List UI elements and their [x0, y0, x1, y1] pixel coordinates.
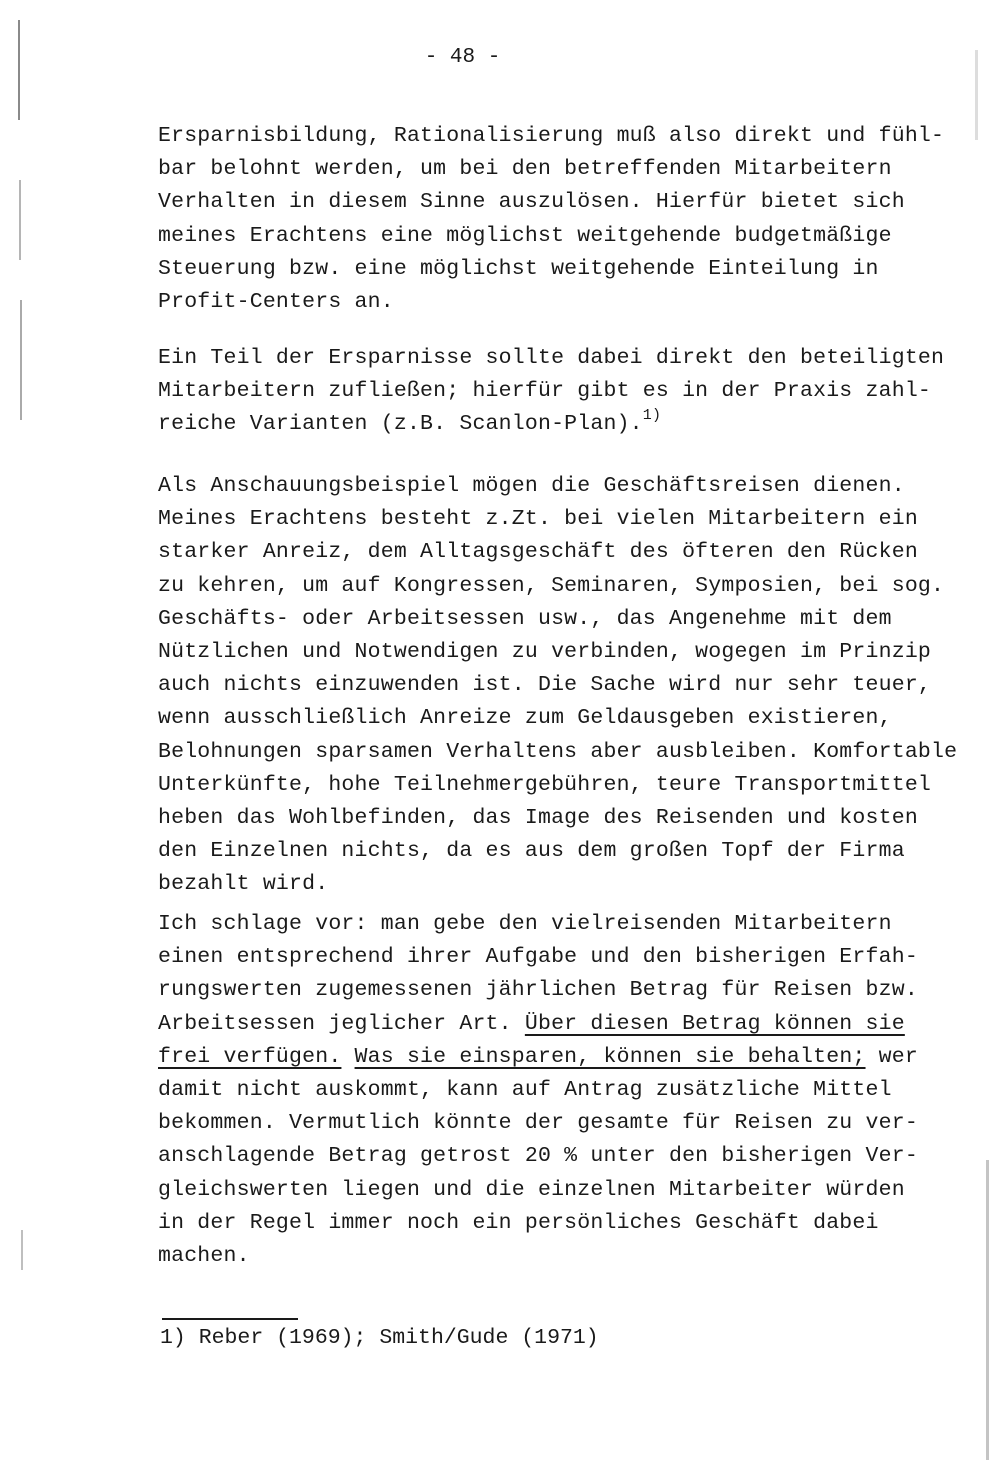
paragraph-4 — [158, 908, 918, 1273]
paragraph-2 — [158, 342, 945, 442]
text-line: Meines Erachtens besteht z.Zt. bei vielen Mitarbeitern ein — [158, 507, 918, 532]
text-line: einen entsprechend ihrer Aufgabe und den bisherigen Erfah- — [158, 945, 918, 970]
text-line-with-underline — [158, 1041, 918, 1074]
text-line: gleichswerten liegen und die einzelnen Mitarbeiter würden — [158, 1177, 905, 1202]
text-line: Unterkünfte, hohe Teilnehmergebühren, teure Transportmittel — [158, 772, 932, 797]
text-line: damit nicht auskommt, kann auf Antrag zusätzliche Mittel — [158, 1078, 892, 1103]
text-line: Ersparnisbildung, Rationalisierung muß also direkt und fühl- — [158, 124, 945, 148]
text-line-with-footnote — [158, 408, 918, 441]
text-line: Als Anschauungsbeispiel mögen die Geschäftsreisen dienen. — [158, 474, 905, 498]
text-line: zu kehren, um auf Kongressen, Seminaren, Symposien, bei sog. — [158, 573, 945, 598]
underlined-text: frei verfügen. — [158, 1044, 342, 1069]
text-line: anschlagende Betrag getrost 20 % unter den bisherigen Ver- — [158, 1144, 918, 1169]
page-number: - 48 - — [424, 46, 501, 69]
text-segment: wer — [865, 1044, 918, 1069]
text-line: rungswerten zugemessenen jährlichen Betrag für Reisen bzw. — [158, 978, 918, 1003]
text-line: bezahlt wird. — [158, 872, 329, 897]
underlined-text: Was sie einsparen, können sie behalten; — [354, 1044, 866, 1069]
footnote-divider — [162, 1318, 298, 1320]
text-line: Profit-Centers an. — [158, 290, 394, 315]
footnote-reference: 1) — [642, 407, 662, 425]
paragraph-1 — [158, 120, 945, 319]
text-line: den Einzelnen nichts, da es aus dem großen Topf der Firma — [158, 839, 905, 864]
text-line: machen. — [158, 1244, 250, 1269]
text-line: wenn ausschließlich Anreize zum Geldausgeben existieren, — [158, 706, 892, 731]
text-line: starker Anreiz, dem Alltagsgeschäft des öfteren den Rücken — [158, 540, 918, 565]
text-line: bekommen. Vermutlich könnte der gesamte für Reisen zu ver- — [158, 1111, 918, 1136]
text-line: Steuerung bzw. eine möglichst weitgehende Einteilung in — [158, 256, 879, 281]
text-line: Geschäfts- oder Arbeitsessen usw., das Angenehme mit dem — [158, 606, 892, 631]
text-line: Verhalten in diesem Sinne auszulösen. Hierfür bietet sich — [158, 190, 905, 215]
text-line: Mitarbeitern zufließen; hierfür gibt es in der Praxis zahl- — [158, 379, 932, 404]
text-line: Belohnungen sparsamen Verhaltens aber ausbleiben. Komfortable — [158, 739, 958, 764]
text-line: auch nichts einzuwenden ist. Die Sache wird nur sehr teuer, — [158, 673, 932, 698]
text-line: bar belohnt werden, um bei den betreffenden Mitarbeitern — [158, 157, 892, 182]
footnote: 1) Reber (1969); Smith/Gude (1971) — [160, 1326, 599, 1350]
paragraph-3 — [158, 470, 958, 902]
text-line: heben das Wohlbefinden, das Image des Reisenden und kosten — [158, 806, 918, 831]
text-line: Nützlichen und Notwendigen zu verbinden, wogegen im Prinzip — [158, 640, 932, 665]
underlined-text: Über diesen Betrag können sie — [524, 1011, 905, 1036]
text-line: Ich schlage vor: man gebe den vielreisenden Mitarbeitern — [158, 912, 892, 936]
text-segment — [341, 1045, 354, 1069]
text-segment: reiche Varianten (z.B. Scanlon-Plan). — [158, 412, 643, 437]
text-line: in der Regel immer noch ein persönliches Geschäft dabei — [158, 1210, 879, 1235]
text-line: Ein Teil der Ersparnisse sollte dabei direkt den beteiligten — [158, 346, 945, 370]
text-line: meines Erachtens eine möglichst weitgehende budgetmäßige — [158, 223, 892, 248]
text-line-with-underline — [158, 1008, 918, 1041]
text-segment: Arbeitsessen jeglicher Art. — [158, 1011, 525, 1036]
